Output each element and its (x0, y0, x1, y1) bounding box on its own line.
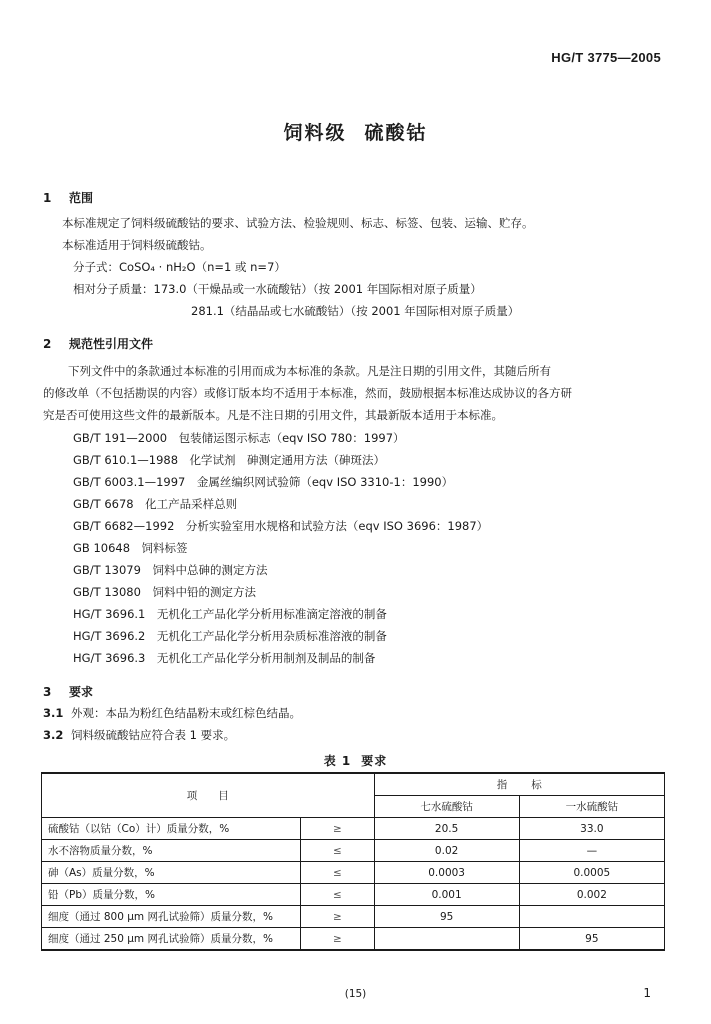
table-caption (0, 752, 711, 769)
item-operator: ≤ (301, 840, 374, 862)
heptahydrate-value: 20.5 (374, 818, 519, 840)
heptahydrate-value: 0.0003 (374, 862, 519, 884)
document-title (0, 118, 711, 145)
item-name: 硫酸钴（以钴（Co）计）质量分数，% (42, 818, 301, 840)
standard-number: HG/T 3775—2005 (551, 50, 661, 65)
reference-item: GB/T 13080 饲料中铅的测定方法 (73, 585, 256, 599)
requirements-table (41, 772, 665, 951)
monohydrate-value (519, 906, 664, 928)
monohydrate-value: — (519, 840, 664, 862)
clause-text: 饲料级硫酸钴应符合表 1 要求。 (71, 728, 236, 742)
item-operator: ≥ (301, 906, 374, 928)
table-title: 要求 (361, 754, 388, 768)
monohydrate-value: 33.0 (519, 818, 664, 840)
molecular-mass-1: 相对分子质量：173.0（干燥品或一水硫酸钴）（按 2001 年国际相对原子质量） (73, 282, 482, 296)
item-name: 铅（Pb）质量分数，% (42, 884, 301, 906)
section-number: 2 (43, 337, 52, 351)
section-number: 1 (43, 191, 52, 205)
section-2-heading (43, 335, 153, 352)
table-row (42, 906, 665, 928)
molecular-formula: 分子式：CoSO₄ · nH₂O（n=1 或 n=7） (73, 260, 286, 274)
reference-item: GB/T 6003.1—1997 金属丝编织网试验筛（eqv ISO 3310-1：1990） (73, 475, 454, 489)
monohydrate-value: 0.002 (519, 884, 664, 906)
section-3-heading (43, 683, 93, 700)
monohydrate-value: 95 (519, 928, 664, 951)
reference-item: GB/T 6682—1992 分析实验室用水规格和试验方法（eqv ISO 3696：1987） (73, 519, 489, 533)
item-operator: ≥ (301, 818, 374, 840)
page-code: (15) (344, 988, 367, 1000)
table-row (42, 818, 665, 840)
item-operator: ≤ (301, 862, 374, 884)
table-header-row (42, 773, 665, 796)
clause-number: 3.1 (43, 706, 64, 720)
title-part-2: 硫酸钴 (364, 122, 428, 144)
heptahydrate-value: 95 (374, 906, 519, 928)
reference-item: HG/T 3696.3 无机化工产品化学分析用制剂及制品的制备 (73, 651, 376, 665)
monohydrate-value: 0.0005 (519, 862, 664, 884)
item-name: 水不溶物质量分数，% (42, 840, 301, 862)
scope-paragraph-1: 本标准规定了饲料级硫酸钴的要求、试验方法、检验规则、标志、标签、包装、运输、贮存。 (62, 216, 534, 230)
table-row (42, 862, 665, 884)
item-operator: ≥ (301, 928, 374, 951)
section-title: 规范性引用文件 (69, 337, 154, 351)
section-number: 3 (43, 685, 52, 699)
page-number: 1 (643, 986, 651, 1000)
requirement-3-2 (43, 727, 235, 743)
column-header-spec: 指标 (374, 773, 664, 796)
reference-item: GB/T 6678 化工产品采样总则 (73, 497, 238, 511)
heptahydrate-value: 0.001 (374, 884, 519, 906)
item-operator: ≤ (301, 884, 374, 906)
reference-item: GB/T 610.1—1988 化学试剂 砷测定通用方法（砷斑法） (73, 453, 386, 467)
table-row (42, 884, 665, 906)
section-1-heading (43, 189, 93, 206)
molecular-mass-2: 281.1（结晶品或七水硫酸钴）（按 2001 年国际相对原子质量） (191, 304, 520, 318)
title-part-1: 饲料级 (283, 122, 347, 144)
table-row (42, 928, 665, 951)
table-row (42, 840, 665, 862)
refs-intro-line-1: 下列文件中的条款通过本标准的引用而成为本标准的条款。凡是注日期的引用文件，其随后所有 (68, 364, 551, 378)
reference-item: GB/T 191—2000 包装储运图示标志（eqv ISO 780：1997） (73, 431, 405, 445)
column-header-heptahydrate: 七水硫酸钴 (374, 796, 519, 818)
clause-text: 外观：本品为粉红色结晶粉末或红棕色结晶。 (71, 706, 301, 720)
item-name: 细度（通过 250 μm 网孔试验筛）质量分数，% (42, 928, 301, 951)
clause-number: 3.2 (43, 728, 64, 742)
table-number: 表 1 (323, 754, 352, 768)
column-header-monohydrate: 一水硫酸钴 (519, 796, 664, 818)
item-name: 砷（As）质量分数，% (42, 862, 301, 884)
column-header-item: 项 目 (42, 773, 375, 818)
heptahydrate-value (374, 928, 519, 951)
requirement-3-1 (43, 705, 301, 721)
item-name: 细度（通过 800 μm 网孔试验筛）质量分数，% (42, 906, 301, 928)
heptahydrate-value: 0.02 (374, 840, 519, 862)
reference-item: HG/T 3696.2 无机化工产品化学分析用杂质标准溶液的制备 (73, 629, 387, 643)
scope-paragraph-2: 本标准适用于饲料级硫酸钴。 (62, 238, 212, 252)
refs-intro-line-3: 究是否可使用这些文件的最新版本。凡是不注日期的引用文件，其最新版本适用于本标准。 (43, 408, 503, 422)
section-title: 要求 (69, 685, 94, 699)
reference-item: GB 10648 饲料标签 (73, 541, 188, 555)
reference-item: GB/T 13079 饲料中总砷的测定方法 (73, 563, 268, 577)
reference-item: HG/T 3696.1 无机化工产品化学分析用标准滴定溶液的制备 (73, 607, 387, 621)
refs-intro-line-2: 的修改单（不包括勘误的内容）或修订版本均不适用于本标准，然而，鼓励根据本标准达成协议的各方研 (43, 386, 572, 400)
section-title: 范围 (69, 191, 94, 205)
